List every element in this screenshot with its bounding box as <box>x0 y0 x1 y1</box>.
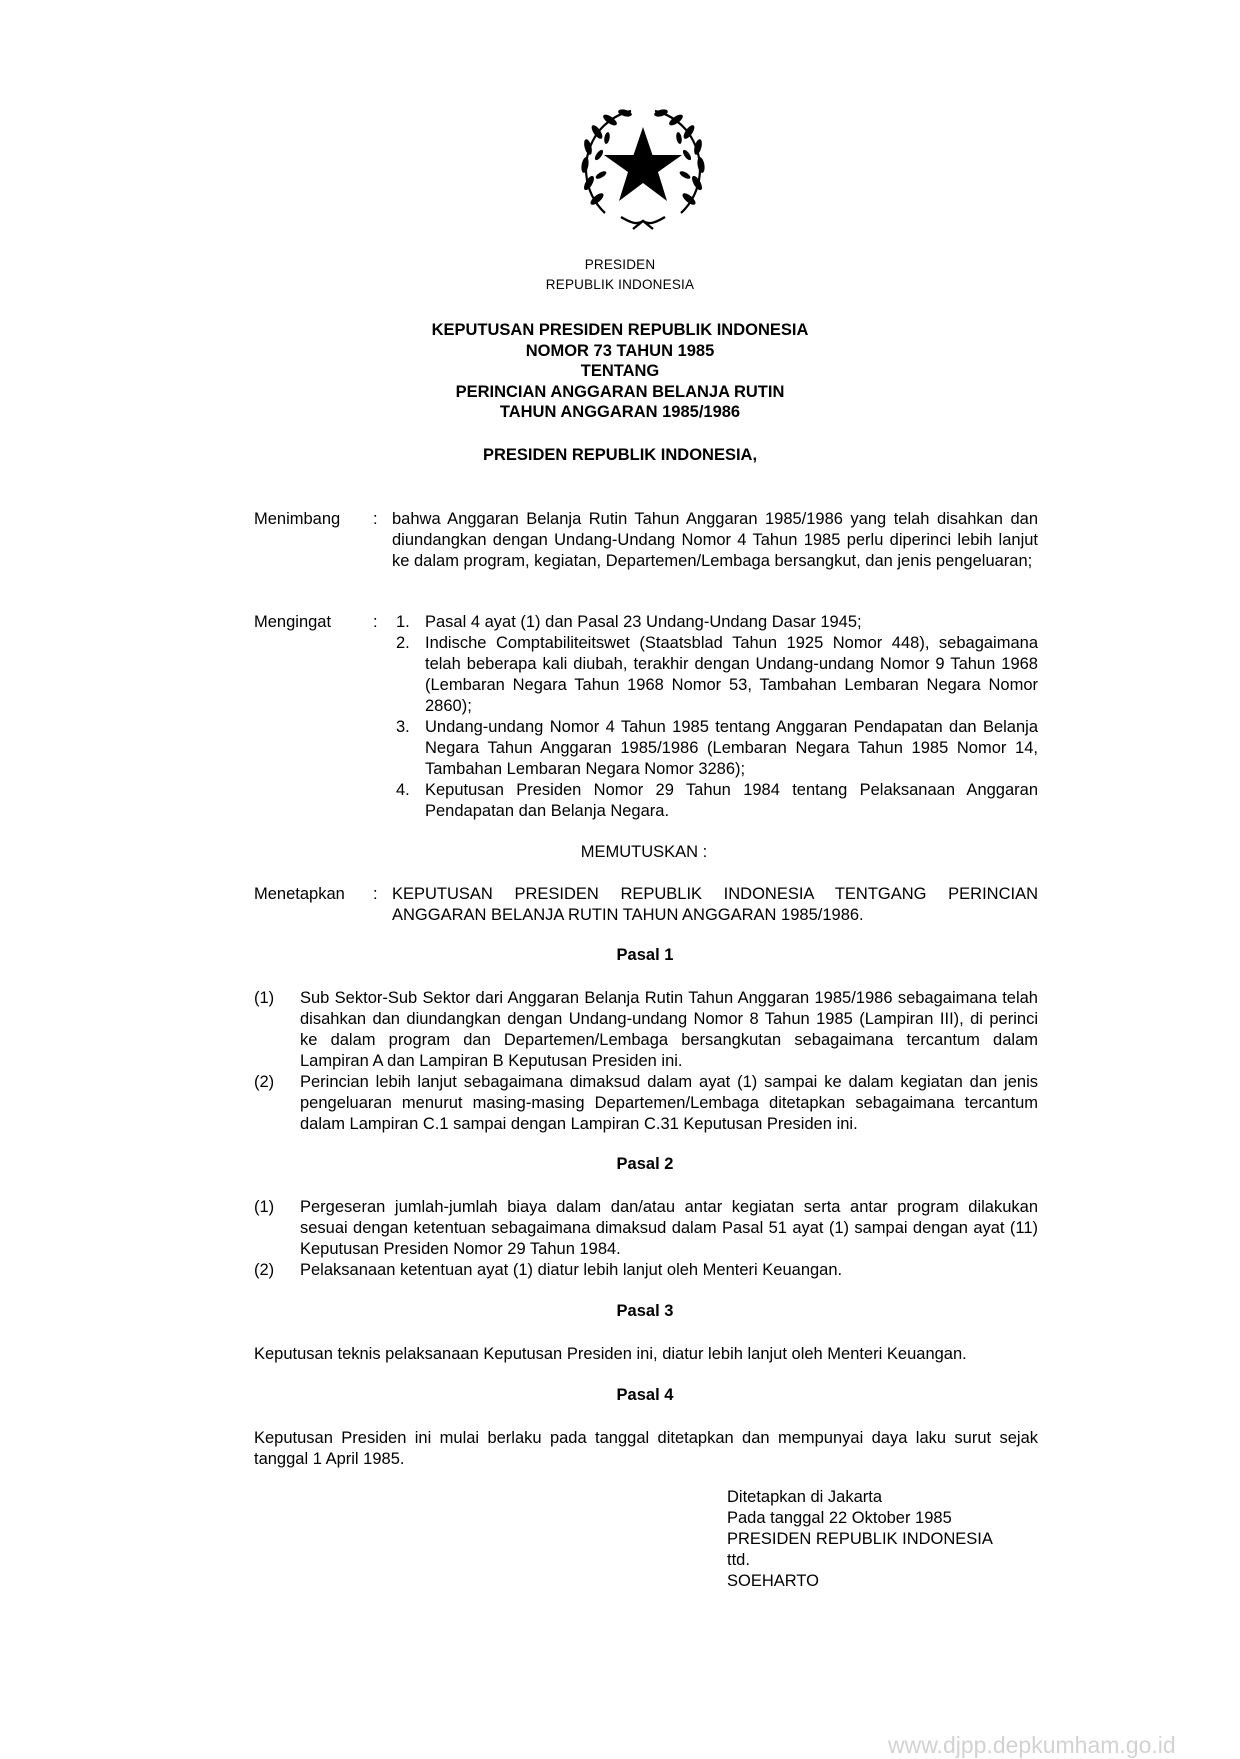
header-office-line1: PRESIDEN <box>584 257 656 272</box>
mengingat-item-number: 4. <box>396 781 410 799</box>
mengingat-item-text: Indische Comptabiliteitswet (Staatsblad Tahun 1925 Nomor 448), sebagaimana telah beberapa kali diubah, terakhir dengan Undang-undang Nomor 9 Tahun 1968 (Lembaran Negara Tahun 1968 Nomor 53, Tambahan Lembaran Negara Nomor 2860); <box>425 634 1038 715</box>
menetapkan-colon: : <box>373 885 378 903</box>
ayat-text: Pergeseran jumlah-jumlah biaya dalam dan/atau antar kegiatan serta antar program dilakukan sesuai dengan ketentuan sebagaimana dimaksud dalam Pasal 51 ayat (1) sampai dengan ayat (11) Keputusan Presiden Nomor 29 Tahun 1984. <box>300 1198 1038 1258</box>
title-line: TENTANG <box>580 362 660 380</box>
memutuskan-heading: MEMUTUSKAN : <box>580 843 708 861</box>
ayat-number: (2) <box>254 1073 275 1091</box>
title-line: PERINCIAN ANGGARAN BELANJA RUTIN <box>455 382 785 401</box>
menimbang-text: bahwa Anggaran Belanja Rutin Tahun Anggaran 1985/1986 yang telah disahkan dan diundangkan dengan Undang-Undang Nomor 4 Tahun 1985 perlu diperinci lebih lanjut ke dalam program, kegiatan, Departemen/Lembaga bersangkut, dan jenis pengeluaran; <box>392 510 1038 570</box>
signature-place: Ditetapkan di Jakarta <box>727 1488 883 1506</box>
signature-block <box>727 1487 1047 1592</box>
document-title <box>0 320 1240 423</box>
mengingat-colon: : <box>373 613 378 631</box>
subject-heading: PRESIDEN REPUBLIK INDONESIA, <box>482 446 758 464</box>
garuda-star-wreath-icon <box>575 105 711 239</box>
mengingat-label: Mengingat <box>254 613 332 631</box>
menetapkan-text: KEPUTUSAN PRESIDEN REPUBLIK INDONESIA TENTGANG PERINCIAN ANGGARAN BELANJA RUTIN TAHUN ANGGARAN 1985/1986. <box>392 885 1038 924</box>
pasal4-heading: Pasal 4 <box>616 1386 674 1404</box>
mengingat-item-text: Keputusan Presiden Nomor 29 Tahun 1984 tentang Pelaksanaan Anggaran Pendapatan dan Belanja Negara. <box>425 781 1038 820</box>
mengingat-item-number: 1. <box>396 613 410 631</box>
pasal4-text: Keputusan Presiden ini mulai berlaku pada tanggal ditetapkan dan mempunyai daya laku surut sejak tanggal 1 April 1985. <box>254 1429 1038 1468</box>
menetapkan-label: Menetapkan <box>254 885 345 903</box>
menimbang-label: Menimbang <box>254 510 341 528</box>
header-office-line2: REPUBLIK INDONESIA <box>545 277 695 292</box>
ayat-text: Sub Sektor-Sub Sektor dari Anggaran Belanja Rutin Tahun Anggaran 1985/1986 sebagaimana telah disahkan dan diundangkan dengan Undang-undang Nomor 8 Tahun 1985 (Lampiran III), di perinci ke dalam program dan Departemen/Lembaga bersangkutan sebagaimana tercantum dalam Lampiran A dan Lampiran B Keputusan Presiden ini. <box>300 989 1038 1070</box>
mengingat-item-number: 2. <box>396 634 410 652</box>
title-line: KEPUTUSAN PRESIDEN REPUBLIK INDONESIA <box>431 321 809 339</box>
mengingat-item-text: Pasal 4 ayat (1) dan Pasal 23 Undang-Undang Dasar 1945; <box>425 613 862 631</box>
pasal3-heading: Pasal 3 <box>616 1302 674 1320</box>
ayat-number: (1) <box>254 989 275 1007</box>
ayat-text: Pelaksanaan ketentuan ayat (1) diatur lebih lanjut oleh Menteri Keuangan. <box>300 1261 843 1279</box>
ayat-number: (1) <box>254 1198 275 1216</box>
signature-date: Pada tanggal 22 Oktober 1985 <box>727 1509 952 1527</box>
signature-name: SOEHARTO <box>727 1572 819 1590</box>
watermark: www.djpp.depkumham.go.id <box>888 1732 1176 1758</box>
signature-ttd: ttd. <box>727 1551 750 1569</box>
pasal2-heading: Pasal 2 <box>616 1155 674 1173</box>
menimbang-colon: : <box>373 510 378 528</box>
ayat-number: (2) <box>254 1261 275 1279</box>
title-line: TAHUN ANGGARAN 1985/1986 <box>499 403 741 421</box>
ayat-text: Perincian lebih lanjut sebagaimana dimaksud dalam ayat (1) sampai ke dalam kegiatan dan jenis pengeluaran menurut masing-masing Departemen/Lembaga ditetapkan sebagaimana tercantum dalam Lampiran C.1 sampai dengan Lampiran C.31 Keputusan Presiden ini. <box>300 1073 1038 1133</box>
mengingat-item-text: Undang-undang Nomor 4 Tahun 1985 tentang Anggaran Pendapatan dan Belanja Negara Tahun Anggaran 1985/1986 (Lembaran Negara Tahun 1985 Nomor 14, Tambahan Lembaran Negara Nomor 3286); <box>425 718 1038 778</box>
mengingat-item-number: 3. <box>396 718 410 736</box>
pasal1-heading: Pasal 1 <box>616 946 674 964</box>
pasal3-text: Keputusan teknis pelaksanaan Keputusan Presiden ini, diatur lebih lanjut oleh Menteri Keuangan. <box>254 1345 967 1363</box>
signature-office: PRESIDEN REPUBLIK INDONESIA <box>727 1530 993 1548</box>
title-line: NOMOR 73 TAHUN 1985 <box>525 341 715 360</box>
